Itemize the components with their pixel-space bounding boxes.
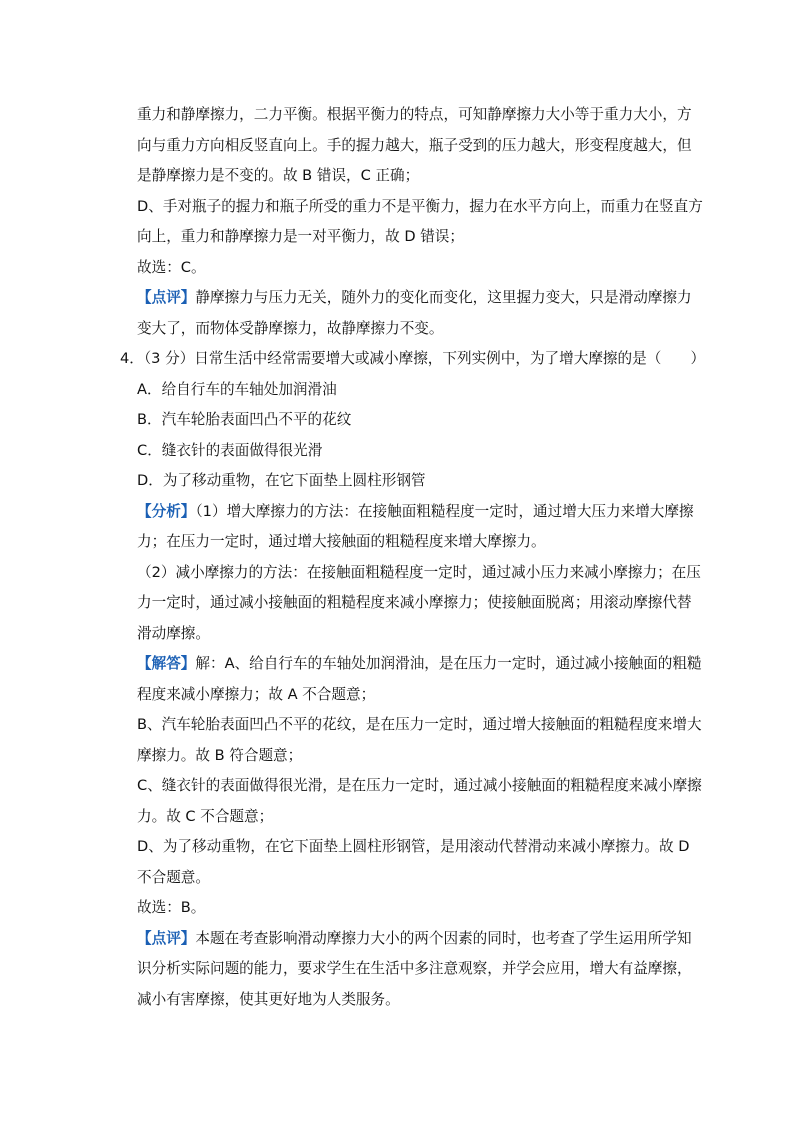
comment-line bbox=[0, 924, 794, 955]
text-line: 向与重力方向相反竖直向上。手的握力越大，瓶子受到的压力越大，形变程度越大，但 bbox=[137, 136, 692, 154]
comment-text: 本题在考查影响滑动摩擦力大小的两个因素的同时，也考查了学生运用所学知 bbox=[195, 929, 692, 947]
comment-tag: 【点评】 bbox=[137, 929, 196, 947]
text-line: D、为了移动重物，在它下面垫上圆柱形钢管，是用滚动代替滑动来减小摩擦力。故 D bbox=[137, 838, 690, 855]
comment-line bbox=[0, 283, 794, 314]
answer-text: 解：A、给自行车的车轴处加润滑油，是在压力一定时，通过减小接触面的粗糙 bbox=[195, 655, 702, 672]
option-a: A．给自行车的车轴处加润滑油 bbox=[137, 380, 337, 398]
text-line: 重力和静摩擦力，二力平衡。根据平衡力的特点，可知静摩擦力大小等于重力大小，方 bbox=[137, 106, 692, 123]
option-b: B．汽车轮胎表面凹凸不平的花纹 bbox=[137, 411, 352, 428]
text-line: 向上，重力和静摩擦力是一对平衡力，故 D 错误； bbox=[137, 228, 464, 245]
text-line: 力。故 C 不合题意； bbox=[137, 807, 274, 825]
option-c: C．缝衣针的表面做得很光滑 bbox=[137, 441, 323, 459]
text-line: 不合题意。 bbox=[137, 868, 210, 886]
analysis-line bbox=[0, 497, 794, 528]
text-line: D、手对瓶子的握力和瓶子所受的重力不是平衡力，握力在水平方向上，而重力在竖直方 bbox=[137, 197, 703, 215]
answer-line bbox=[0, 649, 794, 680]
text-line: 滑动摩擦。 bbox=[137, 624, 210, 642]
text-line: 故选：B。 bbox=[137, 899, 206, 916]
question-4 bbox=[0, 344, 794, 497]
comment-text: 静摩擦力与压力无关，随外力的变化而变化，这里握力变大，只是滑动摩擦力 bbox=[195, 289, 692, 306]
prev-solution bbox=[0, 100, 794, 344]
text-line: 力；在压力一定时，通过增大接触面的粗糙程度来增大摩擦力。 bbox=[137, 533, 546, 550]
text-line: 力一定时，通过减小接触面的粗糙程度来减小摩擦力；使接触面脱离；用滚动摩擦代替 bbox=[137, 594, 692, 611]
text-line: C、缝衣针的表面做得很光滑，是在压力一定时，通过减小接触面的粗糙程度来减小摩擦 bbox=[137, 777, 702, 794]
text-line: 是静摩擦力是不变的。故 B 错误，C 正确； bbox=[137, 167, 420, 184]
text-line: B、汽车轮胎表面凹凸不平的花纹，是在压力一定时，通过增大接触面的粗糙程度来增大 bbox=[137, 716, 702, 733]
option-d: D．为了移动重物，在它下面垫上圆柱形钢管 bbox=[137, 472, 426, 489]
text-line: 程度来减小摩擦力；故 A 不合题意； bbox=[137, 685, 376, 703]
analysis-text: （1）增大摩擦力的方法：在接触面粗糙程度一定时，通过增大压力来增大摩擦 bbox=[195, 502, 694, 520]
text-line: （2）减小摩擦力的方法：在接触面粗糙程度一定时，通过减小压力来减小摩擦力；在压 bbox=[137, 563, 701, 581]
question-stem: 4．（3 分）日常生活中经常需要增大或减小摩擦，下列实例中，为了增大摩擦的是（ ） bbox=[120, 350, 706, 367]
text-line: 减小有害摩擦，使其更好地为人类服务。 bbox=[137, 990, 400, 1008]
answer-tag: 【解答】 bbox=[137, 655, 196, 672]
text-line: 摩擦力。故 B 符合题意； bbox=[137, 746, 303, 764]
analysis-tag: 【分析】 bbox=[137, 502, 196, 520]
text-line: 变大了，而物体受静摩擦力，故静摩擦力不变。 bbox=[137, 319, 444, 337]
text-line: 识分析实际问题的能力，要求学生在生活中多注意观察，并学会应用，增大有益摩擦， bbox=[137, 960, 692, 977]
comment-section bbox=[0, 924, 794, 1016]
text-line: 故选：C。 bbox=[137, 258, 206, 276]
answer-section bbox=[0, 649, 794, 924]
comment-tag: 【点评】 bbox=[137, 289, 196, 306]
analysis-section bbox=[0, 497, 794, 650]
